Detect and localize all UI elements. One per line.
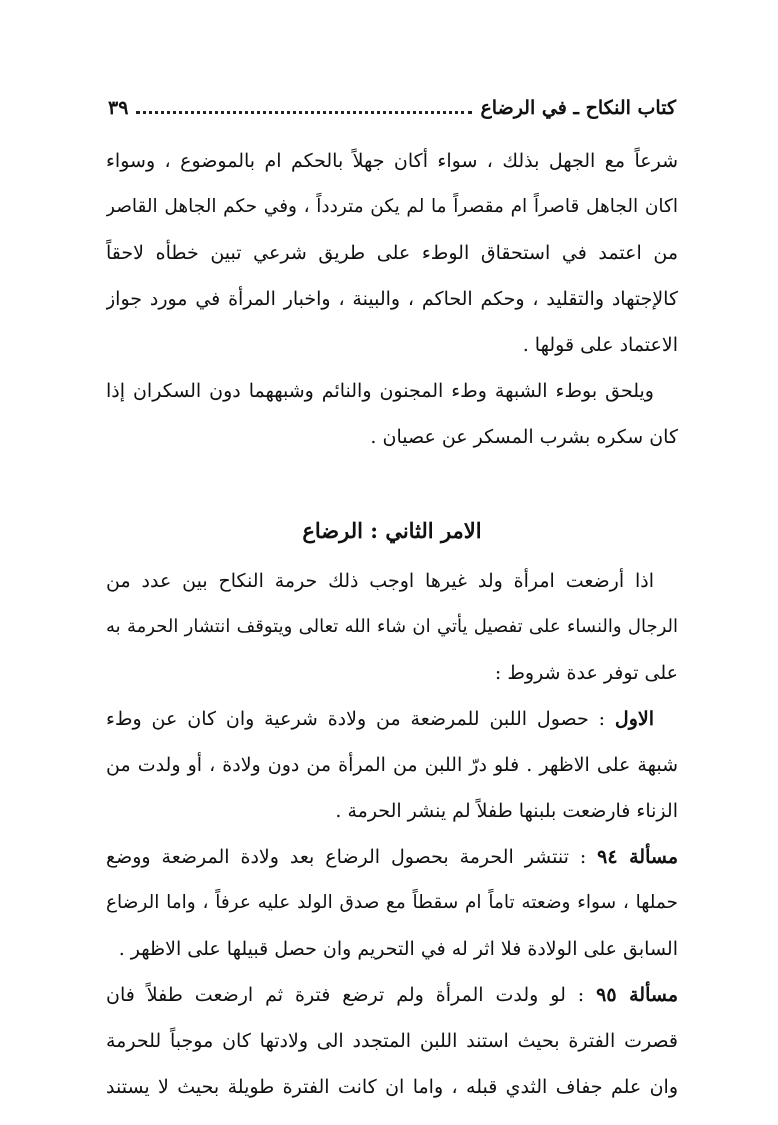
para4-label: الاول	[614, 708, 654, 730]
para4-line3: الزناء فارضعت بلبنها طفلاً لم ينشر الحرمة .	[335, 800, 678, 822]
para5-line3: السابق على الولادة فلا اثر له في التحريم وان حصل قبيلها على الاظهر .	[118, 938, 678, 960]
para6-line1-text: : لو ولدت المرأة ولم ترضع فترة ثم ارضعت طفلاً فان	[106, 984, 597, 1006]
para1-line2: اكان الجاهل قاصراً ام مقصراً ما لم يكن متردداً ، وفي حكم الجاهل القاصر	[106, 196, 678, 217]
para6-label: مسألة ٩٥	[596, 984, 678, 1006]
para5-label: مسألة ٩٤	[597, 846, 678, 868]
section-title: الامر الثاني : الرضاع	[302, 518, 482, 543]
para6-line1	[106, 972, 678, 1018]
para3-line3: على توفر عدة شروط :	[494, 662, 678, 684]
para4-line1-text: : حصول اللبن للمرضعة من ولادة شرعية وان كان عن وطء	[106, 708, 615, 730]
running-header	[108, 88, 676, 128]
para6-line2: قصرت الفترة بحيث استند اللبن المتجدد الى ولادتها كان موجباً للحرمة	[106, 1030, 678, 1052]
para2-line1: ويلحق بوطء الشبهة وطء المجنون والنائم وشبههما دون السكران إذا	[106, 380, 654, 402]
para4-line1	[106, 696, 678, 742]
para1-line3: من اعتمد في استحقاق الوطء على طريق شرعي تبين خطأه لاحقاً	[106, 242, 678, 264]
para3-line1: اذا أرضعت امرأة ولد غيرها اوجب ذلك حرمة النكاح بين عدد من	[106, 570, 654, 592]
para1-line1: شرعاً مع الجهل بذلك ، سواء أكان جهلاً بالحكم ام بالموضوع ، وسواء	[106, 150, 678, 172]
para4-line2: شبهة على الاظهر . فلو درّ اللبن من المرأة من دون ولادة ، أو ولدت من	[106, 754, 678, 776]
para1-line5: الاعتماد على قولها .	[522, 334, 678, 356]
header-leader-dots	[136, 111, 472, 114]
para5-line1-text: : تنتشر الحرمة بحصول الرضاع بعد ولادة المرضعة ووضع	[106, 846, 598, 868]
para3-line2: الرجال والنساء على تفصيل يأتي ان شاء الله تعالى ويتوقف انتشار الحرمة به	[106, 616, 678, 637]
para5-line2: حملها ، سواء وضعته تاماً ام سقطاً مع صدق الولد عليه عرفاً ، واما الرضاع	[106, 892, 678, 913]
body-text	[106, 138, 678, 1110]
para2-line2: كان سكره بشرب المسكر عن عصيان .	[370, 426, 678, 448]
para6-line3: وان علم جفاف الثدي قبله ، واما ان كانت الفترة طويلة بحيث لا يستند	[106, 1076, 678, 1098]
page-number: ٣٩	[108, 97, 129, 119]
section-spacer	[106, 460, 678, 504]
para1-line4: كالإجتهاد والتقليد ، وحكم الحاكم ، والبينة ، واخبار المرأة في مورد جواز	[106, 288, 678, 310]
para5-line1	[106, 834, 678, 880]
header-title: كتاب النكاح ـ في الرضاع	[480, 97, 676, 119]
